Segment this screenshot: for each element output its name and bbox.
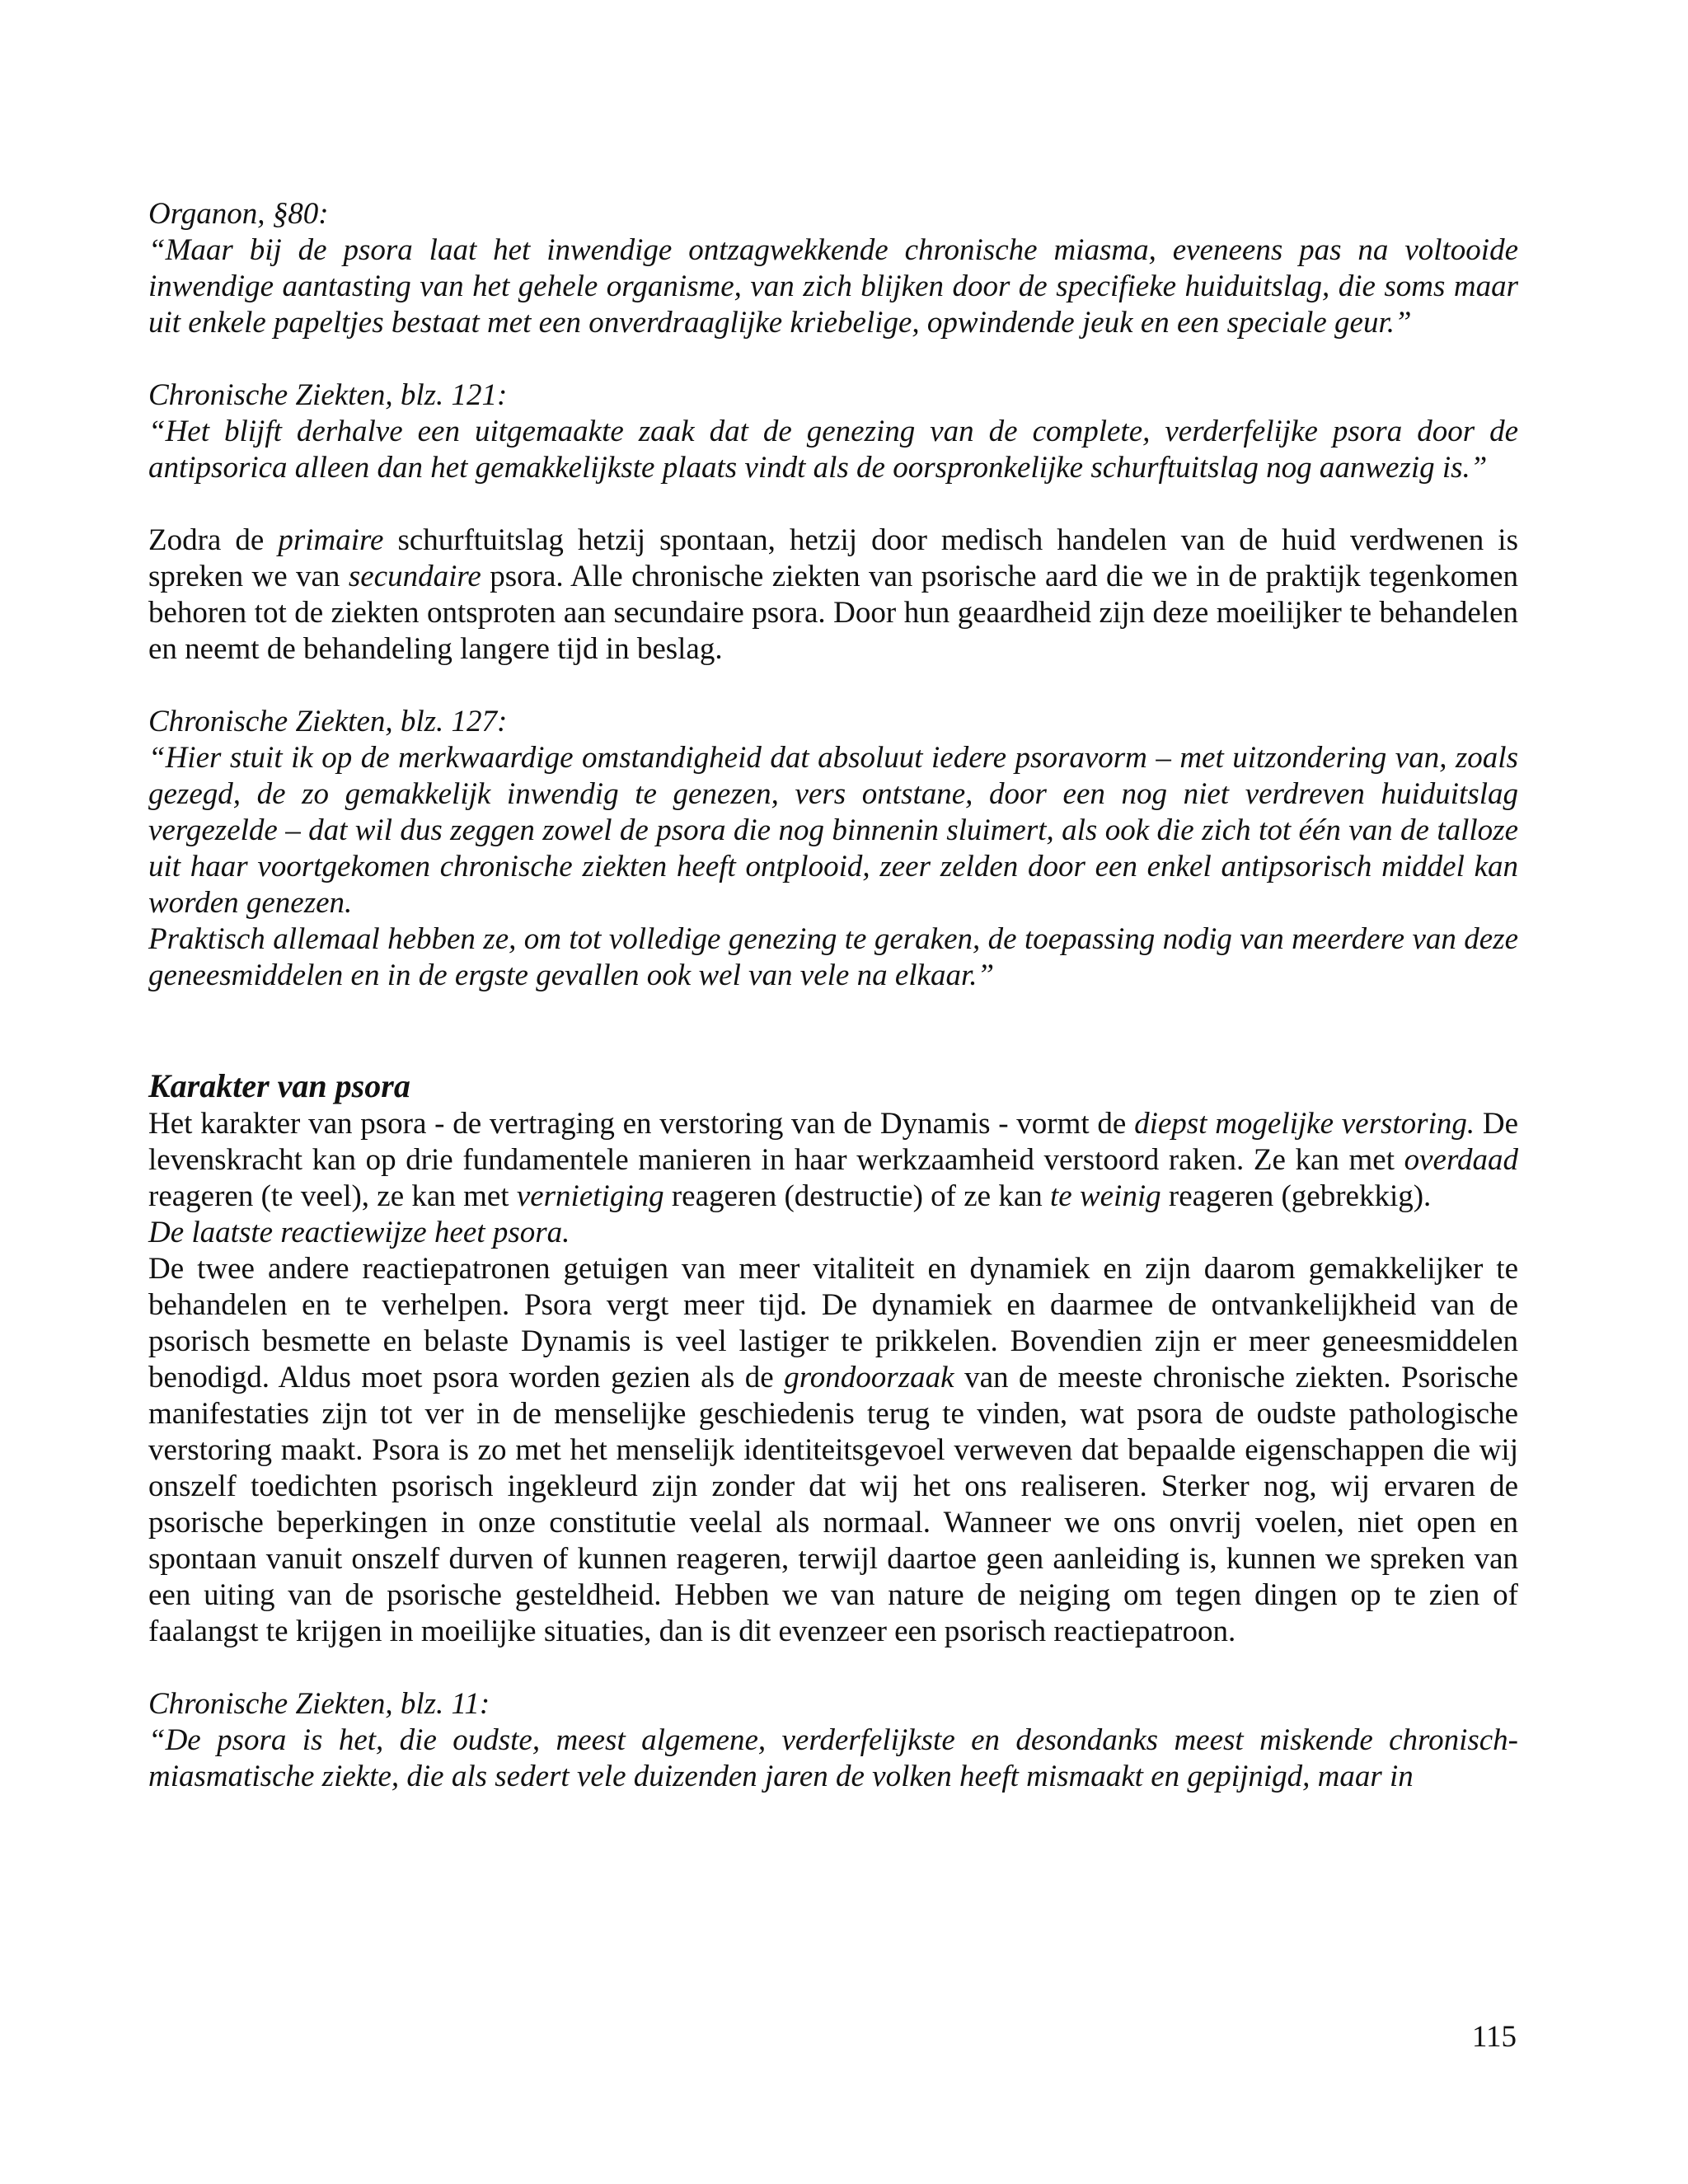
spacer xyxy=(148,341,1518,377)
spacer xyxy=(148,486,1518,523)
paragraph-karakter: Het karakter van psora - de vertraging en verstoring van de Dynamis - vormt de diepst mogelijke verstoring. De levenskracht kan op drie fundamentele manieren in haar werkzaamheid verstoord raken. Ze kan met overdaad reageren (te veel), ze kan met vernietiging reageren (destructie) of ze kan te weinig reageren (gebrekkig). xyxy=(148,1107,1519,1213)
paragraph-reactiepatronen: De twee andere reactiepatronen getuigen van meer vitaliteit en dynamiek en zijn daarom gemakkelijker te behandelen en te verhelpen. Psora vergt meer tijd. De dynamiek en daarmee de ontvankelijkheid van de psorisch besmette en belaste Dynamis is veel lastiger te prikkelen. Bovendien zijn er meer geneesmiddelen benodigd. Aldus moet psora worden gezien als de grondoorzaak van de meeste chronische ziekten. Psorische manifestaties zijn tot ver in de menselijke geschiedenis terug te vinden, wat psora de oudste pathologische verstoring maakt. Psora is zo met het menselijk identiteitsgevoel verweven dat bepaalde eigenschappen die wij onszelf toedichten psorisch ingekleurd zijn zonder dat wij het ons realiseren. Sterker nog, wij ervaren de psorische beperkingen in onze constitutie veelal als normaal. Wanneer we ons onvrij voelen, niet open en spontaan vanuit onszelf durven of kunnen reageren, terwijl daartoe geen aanleiding is, kunnen we spreken van een uiting van de psorische gesteldheid. Hebben we van nature de neiging om tegen dingen op te zien of faalangst te krijgen in moeilijke situaties, dan is dit evenzeer een psorisch reactiepatroon. xyxy=(148,1252,1518,1648)
spacer xyxy=(148,994,1518,1066)
citation-organon-80: Organon, §80: xyxy=(148,197,329,231)
citation-chronische-ziekten-127: Chronische Ziekten, blz. 127: xyxy=(148,705,508,738)
citation-chronische-ziekten-11: Chronische Ziekten, blz. 11: xyxy=(148,1687,490,1721)
page-content xyxy=(148,196,1518,1795)
quote-chronische-ziekten-121: “Het blijft derhalve een uitgemaakte zaak dat de genezing van de complete, verderfelijke psora door de antipsorica alleen dan het gemakkelijkste plaats vindt als de oorspronkelijke schurftuitslag nog aanwezig is.” xyxy=(148,415,1518,485)
quote-organon-80: “Maar bij de psora laat het inwendige ontzagwekkende chronische miasma, eveneens pas na voltooide inwendige aantasting van het gehele organisme, van zich blijken door de specifieke huiduitslag, die soms maar uit enkele papeltjes bestaat met een onverdraaglijke kriebelige, opwindende jeuk en een speciale geur.” xyxy=(148,233,1518,340)
spacer xyxy=(148,1650,1518,1686)
citation-chronische-ziekten-121: Chronische Ziekten, blz. 121: xyxy=(148,378,508,412)
section-heading: Karakter van psora xyxy=(148,1067,410,1104)
page-number: 115 xyxy=(1471,2020,1517,2054)
quote-chronische-ziekten-127-part-2: Praktisch allemaal hebben ze, om tot volledige genezing te geraken, de toepassing nodig van meerdere van deze geneesmiddelen en in de ergste gevallen ook wel van vele na elkaar.” xyxy=(148,922,1518,992)
quote-chronische-ziekten-127-part-1: “Hier stuit ik op de merkwaardige omstandigheid dat absoluut iedere psoravorm – met uitzondering van, zoals gezegd, de zo gemakkelijk inwendig te genezen, vers ontstane, door een nog niet verdreven huiduitslag vergezelde – dat wil dus zeggen zowel de psora die nog binnenin sluimert, als ook die zich tot één van de talloze uit haar voortgekomen chronische ziekten heeft ontplooid, zeer zelden door een enkel antipsorisch middel kan worden genezen. xyxy=(148,741,1518,920)
italic-statement: De laatste reactiewijze heet psora. xyxy=(148,1216,570,1249)
paragraph-secundaire-psora: Zodra de primaire schurftuitslag hetzij spontaan, hetzij door medisch handelen van de huid verdwenen is spreken we van secundaire psora. Alle chronische ziekten van psorische aard die we in de praktijk tegenkomen behoren tot de ziekten ontsproten aan secundaire psora. Door hun geaardheid zijn deze moeilijker te behandelen en neemt de behandeling langere tijd in beslag. xyxy=(148,523,1518,666)
quote-chronische-ziekten-11: “De psora is het, die oudste, meest algemene, verderfelijkste en desondanks meest miskende chronisch-miasmatische ziekte, die als sedert vele duizenden jaren de volken heeft mismaakt en gepijnigd, maar in xyxy=(148,1723,1518,1793)
spacer xyxy=(148,668,1518,704)
